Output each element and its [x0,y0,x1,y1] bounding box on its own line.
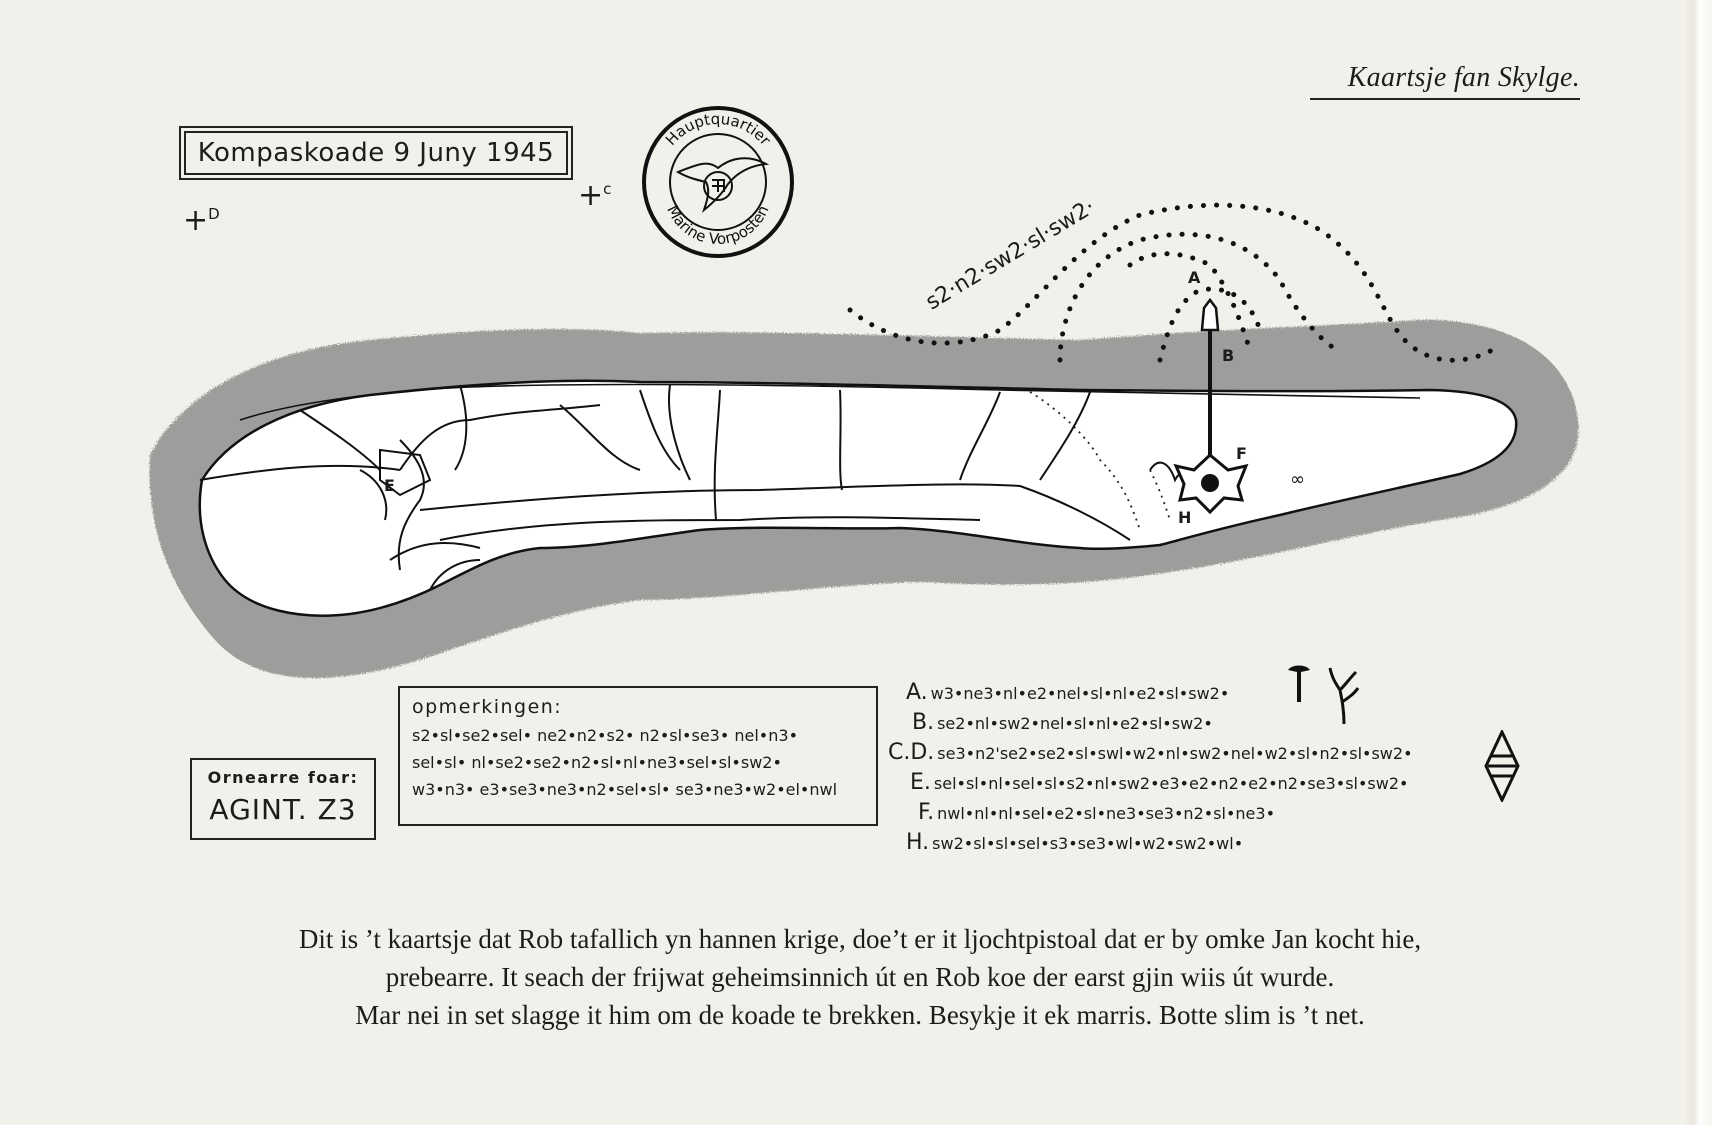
remarks-line: w3•n3• e3•se3•ne3•n2•sel•sl• se3•ne3•w2•el•nwl [412,780,838,799]
code-value: nwl•nl•nl•sel•e2•sl•ne3•se3•n2•sl•ne3• [937,804,1275,823]
page-title: Kaartsje fan Skylge. [1310,62,1580,100]
code-value: sw2•sl•sl•sel•s3•se3•wl•w2•sw2•wl• [932,834,1244,853]
agent-for-label: Ornearre foar: [207,768,359,787]
code-row-b [912,710,1213,735]
caption [150,920,1570,1034]
agent-name: AGINT. Z3 [209,793,357,826]
route-direction-label: s2·n2·sw2·sl·sw2· [921,194,1100,316]
code-row-f [918,800,1275,825]
remarks-line: sel•sl• nl•se2•se2•n2•sl•nl•ne3•sel•sl•sw2• [412,753,782,772]
caption-line: prebearre. It seach der frijwat geheimsinnich út en Rob koe der earst gjin wiis út wurde. [385,962,1335,992]
marker-b: B [1222,346,1235,365]
stamp-top-text: Hauptquartier [661,109,775,149]
remarks-heading: opmerkingen: [412,696,563,718]
code-value: w3•ne3•nl•e2•nel•sl•nl•e2•sl•sw2• [930,684,1230,703]
code-key: H. [906,830,930,855]
code-key: C.D. [888,740,935,765]
remarks-box [398,686,878,826]
stamp-bottom-text: Marine Vorposten [663,202,773,249]
marker-h: H [1178,508,1192,527]
code-row-cd [888,740,1413,765]
code-value: se3•n2'se2•se2•sl•swl•w2•nl•sw2•nel•w2•sl•n2•sl•sw2• [937,744,1413,763]
remarks-line: s2•sl•se2•sel• ne2•n2•s2• n2•sl•se3• nel•n3• [412,726,798,745]
waypoint-d: +$^D$ [183,203,220,238]
code-row-e [910,770,1408,795]
svg-text:Marine Vorposten [663,202,772,248]
marker-a: A [1188,268,1201,287]
marker-e: E [384,476,395,495]
code-key: F. [918,800,935,825]
waypoint-c: +$^c$ [578,178,612,213]
code-row-a [906,680,1229,705]
code-row-h [906,830,1243,855]
buoy-icon [1484,730,1520,802]
marine-stamp-icon [638,102,798,262]
code-value: sel•sl•nl•sel•sl•s2•nl•sw2•e3•e2•n2•e2•n2•se3•sl•sw2• [933,774,1409,793]
code-key: E. [910,770,931,795]
compass-code-title: Kompaskoade 9 Juny 1945 [184,131,568,175]
caption-line: Dit is ’t kaartsje dat Rob tafallich yn hannen krige, doe’t er it ljochtpistoal dat er by omke Jan kocht hie, [298,924,1422,954]
caption-line: Mar nei in set slagge it him om de koade te brekken. Besykje it ek marris. Botte slim is ’t net. [355,1000,1365,1030]
agent-box [190,758,376,840]
lighthouse-icon [1286,664,1312,704]
branch-icon [1326,664,1362,726]
code-key: A. [906,680,928,705]
svg-text:∞: ∞ [1290,469,1305,490]
code-value: se2•nl•sw2•nel•sl•nl•e2•sl•sw2• [937,714,1213,733]
svg-text:Hauptquartier [662,110,775,150]
code-key: B. [912,710,935,735]
marker-f: F [1236,444,1247,463]
